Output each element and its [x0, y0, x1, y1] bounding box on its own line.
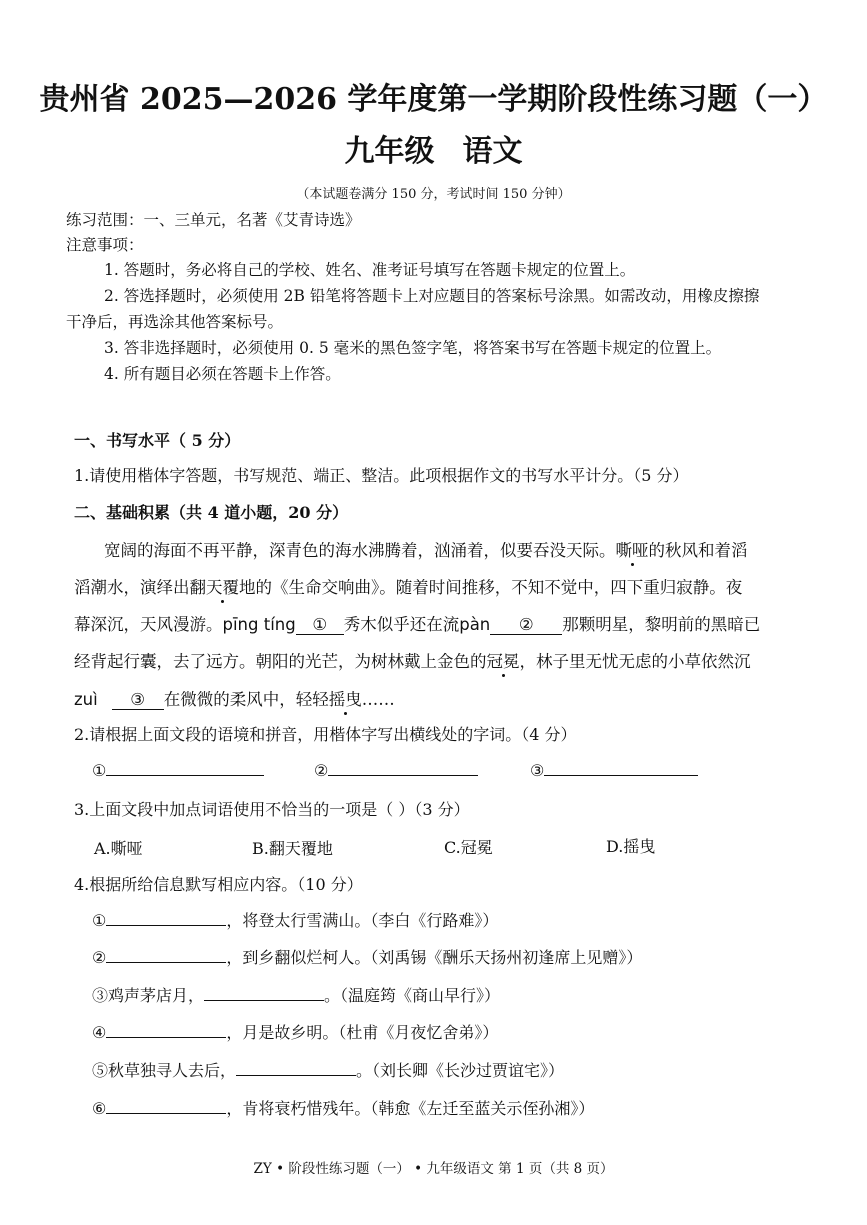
exam-note: （本试题卷满分 150 分，考试时间 150 分钟） — [296, 187, 571, 202]
recite-item: ⑥ ，肯将衰朽惜残年。（韩愈《左迁至蓝关示侄孙湘》） — [92, 1099, 595, 1118]
question-3: 3.上面文段中加点词语使用不恰当的一项是（ ）（3 分） — [74, 800, 470, 819]
option-c: C.冠冕 — [444, 838, 493, 857]
recite-item: ① ，将登太行雪满山。（李白《行路难》） — [92, 911, 499, 930]
notice-item: 4. 所有题目必须在答题卡上作答。 — [104, 365, 341, 383]
option-a: A.嘶哑 — [94, 839, 143, 858]
notice-item: 2. 答选择题时，必须使用 2B 铅笔将答题卡上对应题目的答案标号涂黑。如需改动，用橡皮擦擦 — [104, 287, 760, 305]
exam-subtitle — [0, 126, 867, 170]
recite-item: ⑤秋草独寻人去后， 。（刘长卿《长沙过贾谊宅》） — [92, 1061, 565, 1080]
question-1: 1.请使用楷体字答题，书写规范、端正、整洁。此项根据作文的书写水平计分。（5 分） — [74, 466, 689, 485]
page-footer: ZY • 阶段性练习题（一） • 九年级语文 第 1 页（共 8 页） — [253, 1161, 614, 1177]
pinyin: pàn — [459, 615, 491, 634]
answer-line-2: ② — [314, 761, 478, 780]
pinyin: zuì — [74, 690, 98, 709]
notice-heading: 注意事项： — [66, 236, 144, 254]
exam-title: 贵州省 2025—2026 学年度第一学期阶段性练习题（一） — [39, 82, 828, 117]
notice-item: 干净后，再选涂其他答案标号。 — [66, 313, 284, 331]
option-b: B.翻天覆地 — [252, 839, 333, 858]
answer-line-1: ① — [92, 761, 264, 780]
passage-line: 滔潮水，演绎出翻天覆地的《生命交响曲》。随着时间推移，不知不觉中，四下重归寂静。夜 — [74, 578, 743, 597]
recite-item: ④ ，月是故乡明。（杜甫《月夜忆舍弟》） — [92, 1023, 499, 1042]
blank-2: ② — [490, 615, 562, 635]
notice-item: 3. 答非选择题时，必须使用 0. 5 毫米的黑色签字笔，将答案书写在答题卡规定的位置上。 — [104, 339, 722, 357]
section-heading: 二、基础积累（共 4 道小题，20 分） — [74, 503, 349, 522]
question-4: 4.根据所给信息默写相应内容。（10 分） — [74, 875, 363, 894]
dotted-word: 摇曳 — [328, 690, 362, 709]
subject-label: 语文 — [462, 134, 523, 169]
blank-3: ③ — [112, 690, 164, 710]
passage-line: zuì ③ 在微微的柔风中，轻轻摇曳…… — [74, 690, 395, 709]
option-d: D.摇曳 — [606, 837, 656, 856]
pinyin: pīng tíng — [222, 615, 296, 634]
passage-line: 经背起行囊，去了远方。朝阳的光芒，为树林戴上金色的冠冕，林子里无忧无虑的小草依然沉 — [74, 652, 751, 671]
section-heading: 一、书写水平（ 5 分） — [74, 431, 241, 450]
passage-line: 宽阔的海面不再平静，深青色的海水沸腾着，汹涌着，似要吞没天际。嘶哑的秋风和着滔 — [104, 541, 748, 560]
recite-item: ③鸡声茅店月， 。（温庭筠《商山早行》） — [92, 986, 501, 1005]
answer-line-3: ③ — [530, 761, 698, 780]
dotted-word: 翻天覆地 — [189, 578, 256, 597]
blank-1: ① — [296, 615, 344, 635]
grade-label: 九年级 — [344, 134, 435, 169]
question-2: 2.请根据上面文段的语境和拼音，用楷体字写出横线处的字词。（4 分） — [74, 725, 577, 744]
dotted-word: 嘶哑 — [615, 541, 649, 560]
exam-scope: 练习范围：一、三单元，名著《艾青诗选》 — [66, 211, 361, 229]
recite-item: ② ，到乡翻似烂柯人。（刘禹锡《酬乐天扬州初逢席上见赠》） — [92, 948, 643, 967]
passage-line: 幕深沉，天风漫游。pīng tíng ① 秀木似乎还在流pàn ② 那颗明星，黎明前的黑暗已 — [74, 615, 761, 634]
notice-item: 1. 答题时，务必将自己的学校、姓名、准考证号填写在答题卡规定的位置上。 — [104, 261, 636, 279]
dotted-word: 冠冕 — [486, 652, 520, 671]
